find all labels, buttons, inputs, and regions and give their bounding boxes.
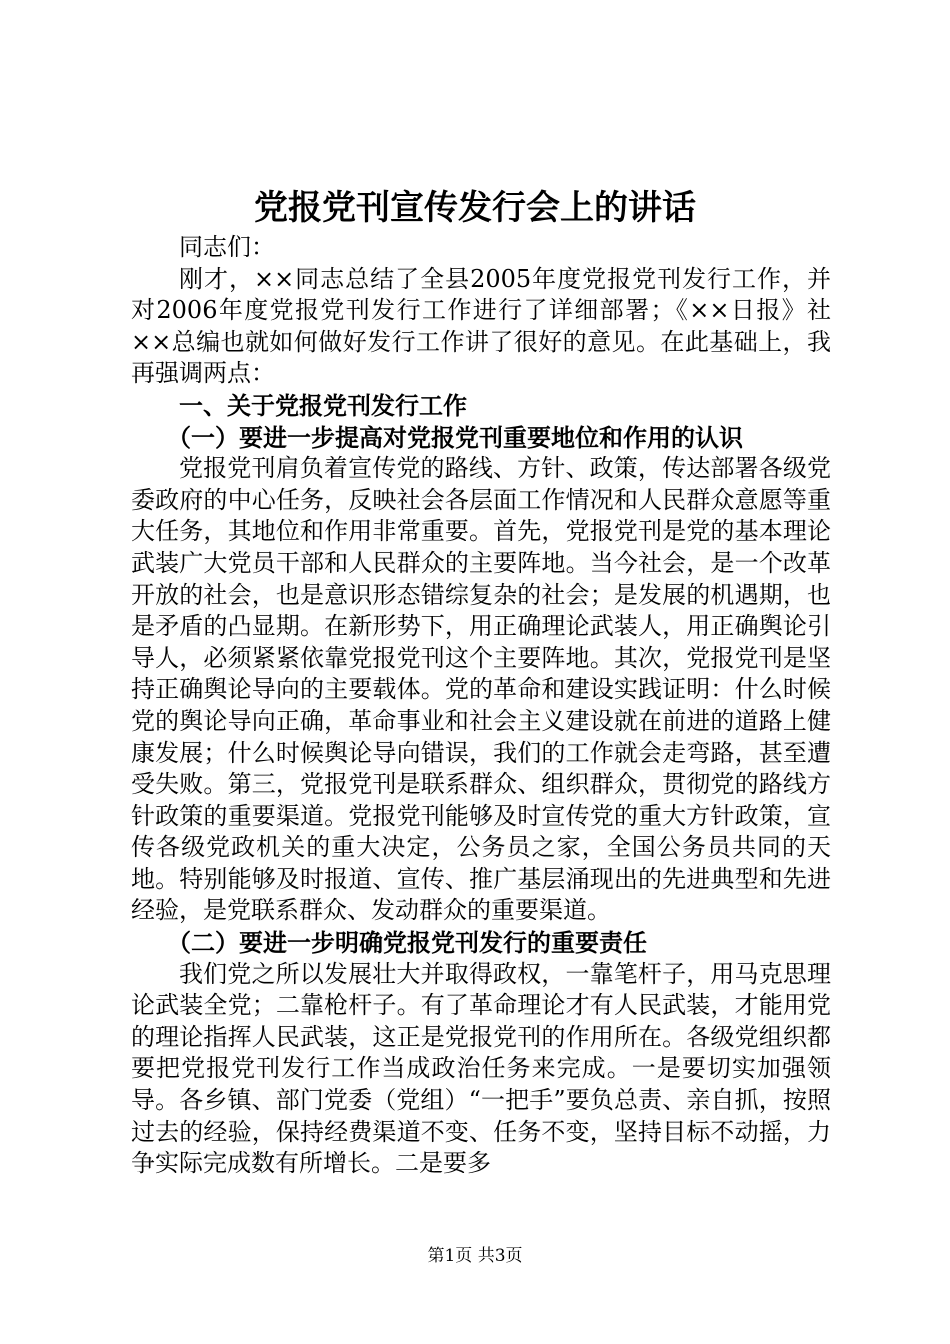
subsection-heading-2: （二）要进一步明确党报党刊发行的重要责任 (167, 928, 647, 958)
body-paragraph-2: 我们党之所以发展壮大并取得政权，一靠笔杆子，用马克思理论武装全党；二靠枪杆子。有了革命理论才有人民武装，才能用党的理论指挥人民武装，这正是党报党刊的作用所在。各级党组织都要把党报党刊发行工作当成政治任务来完成。一是要切实加强领导。各乡镇、部门党委（党组）“一把手”要负总责、亲自抓，按照过去的经验，保持经费渠道不变、任务不变，坚持目标不动摇，力争实际完成数有所增长。二是要多 (131, 959, 831, 1178)
subsection-heading-1: （一）要进一步提高对党报党刊重要地位和作用的认识 (167, 422, 743, 452)
intro-paragraph: 刚才，××同志总结了全县2005年度党报党刊发行工作，并对2006年度党报党刊发行工作进行了详细部署；《××日报》社××总编也就如何做好发行工作讲了很好的意见。在此基础上，我再强调两点： (131, 264, 831, 388)
salutation: 同志们： (179, 233, 275, 261)
page-title: 党报党刊宣传发行会上的讲话 (254, 188, 696, 228)
page-number-footer: 第1页 共3页 (427, 1246, 523, 1266)
document-body (131, 232, 831, 1180)
body-paragraph-1: 党报党刊肩负着宣传党的路线、方针、政策，传达部署各级党委政府的中心任务，反映社会各层面工作情况和人民群众意愿等重大任务，其地位和作用非常重要。首先，党报党刊是党的基本理论武装广大党员干部和人民群众的主要阵地。当今社会，是一个改革开放的社会，也是意识形态错综复杂的社会；是发展的机遇期，也是矛盾的凸显期。在新形势下，用正确理论武装人，用正确舆论引导人，必须紧紧依靠党报党刊这个主要阵地。其次，党报党刊是坚持正确舆论导向的主要载体。党的革命和建设实践证明：什么时候党的舆论导向正确，革命事业和社会主义建设就在前进的道路上健康发展；什么时候舆论导向错误，我们的工作就会走弯路，甚至遭受失败。第三，党报党刊是联系群众、组织群众，贯彻党的路线方针政策的重要渠道。党报党刊能够及时宣传党的重大方针政策，宣传各级党政机关的重大决定，公务员之家，全国公务员共同的天地。特别能够及时报道、宣传、推广基层涌现出的先进典型和先进经验，是党联系群众、发动群众的重要渠道。 (131, 454, 831, 925)
section-heading: 一、关于党报党刊发行工作 (179, 390, 467, 420)
